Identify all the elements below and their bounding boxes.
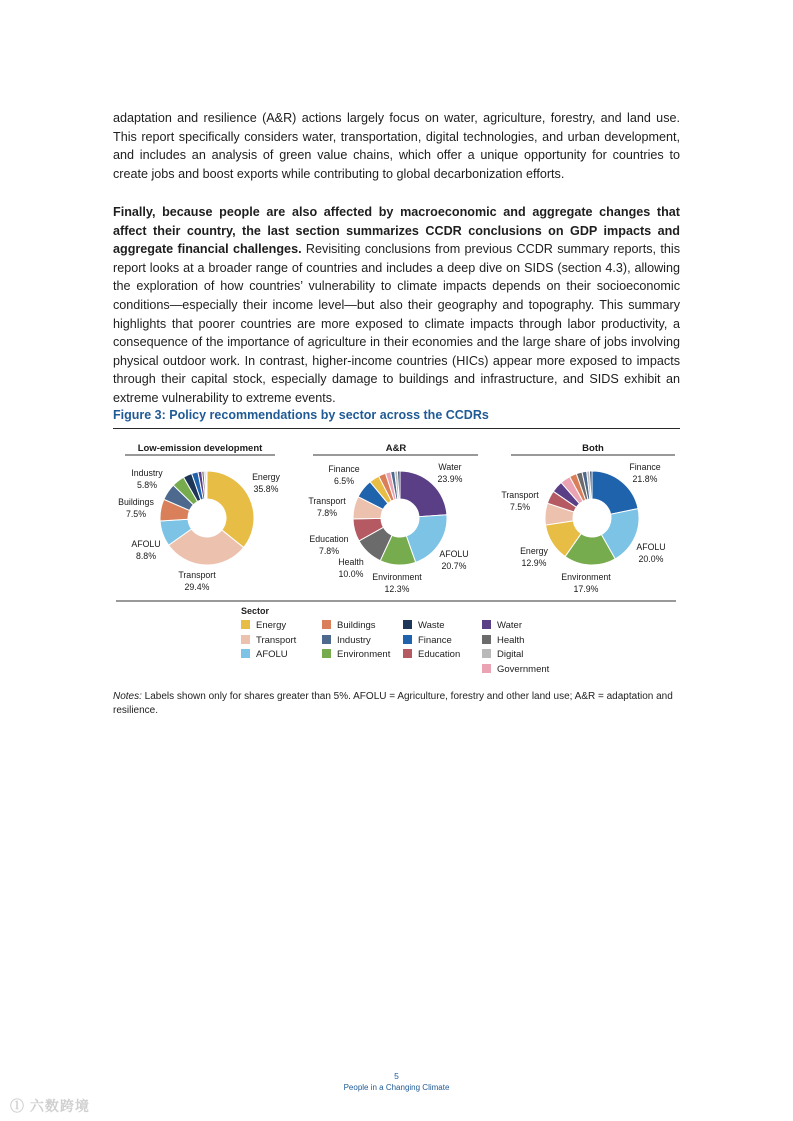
slice-label-industry: Industry 5.8% — [131, 468, 163, 490]
legend-swatch — [322, 635, 331, 644]
figure-notes — [113, 690, 680, 718]
legend-item-transport — [241, 635, 296, 647]
sector-legend — [241, 606, 550, 675]
legend-item-energy — [241, 620, 286, 632]
legend-swatch — [482, 649, 491, 658]
slice-label-buildings: Buildings 7.5% — [118, 497, 154, 519]
legend-item-waste — [403, 620, 445, 632]
slice-label-water: Water 23.9% — [437, 462, 463, 484]
legend-label: Energy — [256, 620, 287, 631]
chart-title: Low-emission development — [137, 443, 263, 454]
slice-label-finance: Finance 6.5% — [328, 464, 360, 486]
legend-item-education — [403, 649, 460, 661]
body-paragraph-lead: Finally, because people are also affected by macroeconomic and aggregate changes that affect their country, the last section summarizes CCDR conclusions on GDP impacts and aggregate financial challenges. — [113, 205, 680, 257]
legend-swatch — [482, 635, 491, 644]
legend-swatch — [241, 620, 250, 629]
legend-swatch — [403, 635, 412, 644]
chart-title: A&R — [385, 443, 407, 454]
footer-title: People in a Changing Climate — [343, 1083, 450, 1092]
notes-text: Labels shown only for shares greater than 5%. AFOLU = Agriculture, forestry and other land use; A&R = adaptation and resilience. — [113, 691, 673, 716]
legend-item-environment — [322, 649, 390, 661]
slice-label-transport: Transport 29.4% — [178, 570, 216, 592]
slice-finance — [592, 471, 638, 514]
legend-label: Digital — [497, 649, 524, 660]
slice-label-afolu: AFOLU 8.8% — [131, 539, 161, 561]
legend-swatch — [241, 649, 250, 658]
slice-label-education: Education 7.8% — [309, 534, 349, 556]
slice-label-transport: Transport 7.8% — [308, 496, 346, 518]
legend-item-industry — [322, 635, 371, 647]
legend-label: Industry — [337, 634, 371, 646]
watermark-logo: ⓛ 六数跨境 — [10, 1098, 90, 1114]
legend-label: Health — [497, 634, 525, 646]
slice-label-afolu: AFOLU 20.0% — [636, 542, 666, 564]
legend-item-water — [482, 620, 522, 632]
legend-label: Finance — [418, 634, 452, 646]
body-paragraph — [113, 203, 680, 408]
slice-label-energy: Energy 12.9% — [520, 546, 548, 568]
body-paragraph-text: Revisiting conclusions from previous CCDR summary reports, this report looks at a broader range of countries and includes a deep dive on SIDS (section 4.3), allowing the exploration of how countries’ vulnerability to climate impacts depends on their socioeconomic conditions—especially their income level—but also their geography and topography. This summary highlights that poorer countries are more exposed to climate impacts through labor productivity, a consequence of the importance of agriculture in their economies and the large share of jobs involving physical outdoor work. In contrast, higher-income countries (HICs) appear more exposed to impacts through their capital stock, especially damage to buildings and infrastructure, and SIDS exhibit an extreme vulnerability to extreme events. — [113, 242, 680, 405]
slice-label-environment: Environment 17.9% — [561, 572, 611, 594]
legend-swatch — [482, 620, 491, 629]
legend-label: Buildings — [337, 620, 376, 631]
legend-item-government — [482, 664, 549, 676]
donut-chart-low-emission-development — [118, 443, 280, 592]
legend-title: Sector — [241, 606, 270, 616]
donut-chart-a-r — [308, 443, 478, 594]
intro-paragraph: adaptation and resilience (A&R) actions largely focus on water, agriculture, forestry, and land use. This report specifically considers water, transportation, digital technologies, and urban development, and includes an analysis of green value chains, which offer a unique opportunity for countries to create jobs and boost exports while contributing to global decarbonization efforts. — [113, 111, 680, 181]
legend-item-finance — [403, 635, 452, 647]
legend-label: Water — [497, 620, 522, 631]
slice-label-transport: Transport 7.5% — [501, 490, 539, 512]
legend-swatch — [241, 635, 250, 644]
figure-title: Figure 3: Policy recommendations by sector across the CCDRs — [113, 408, 489, 422]
legend-label: Waste — [418, 620, 445, 631]
slice-label-afolu: AFOLU 20.7% — [439, 549, 469, 571]
legend-item-digital — [482, 649, 523, 661]
legend-label: Transport — [256, 634, 297, 646]
donut-charts — [0, 430, 793, 605]
legend-swatch — [322, 649, 331, 658]
legend-item-afolu — [241, 649, 288, 661]
legend-item-health — [482, 635, 524, 647]
slice-label-energy: Energy 35.8% — [252, 472, 280, 494]
legend-label: AFOLU — [256, 649, 288, 660]
slice-label-finance: Finance 21.8% — [629, 462, 661, 484]
notes-label: Notes: — [113, 691, 142, 702]
legend-label: Government — [497, 663, 550, 675]
slice-label-health: Health 10.0% — [338, 557, 364, 579]
slice-government — [206, 471, 207, 499]
page-number: 5 — [394, 1071, 399, 1081]
legend-item-buildings — [322, 620, 376, 632]
chart-title: Both — [582, 443, 604, 454]
legend-label: Environment — [337, 649, 391, 660]
donut-chart-both — [501, 443, 675, 594]
legend-label: Education — [418, 649, 461, 660]
legend-swatch — [322, 620, 331, 629]
figure-top-rule — [113, 428, 680, 429]
legend-swatch — [482, 664, 491, 673]
legend-swatch — [403, 620, 412, 629]
slice-label-environment: Environment 12.3% — [372, 572, 422, 594]
legend-swatch — [403, 649, 412, 658]
